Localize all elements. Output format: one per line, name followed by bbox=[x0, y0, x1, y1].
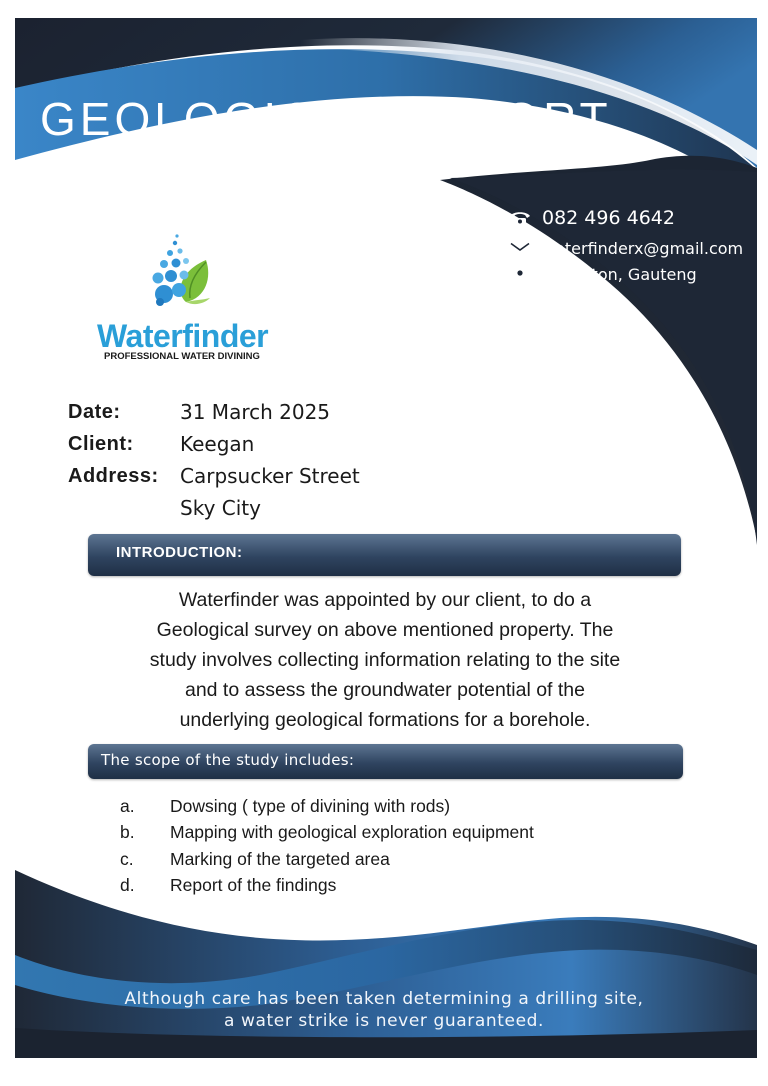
intro-line: study involves collecting information relating to the site bbox=[149, 649, 621, 671]
address-line-1: Carpsucker Street bbox=[180, 464, 360, 488]
page-title: GEOLOGICAL REPORT bbox=[40, 93, 612, 145]
scope-list bbox=[120, 793, 534, 899]
list-item-text: Report of the findings bbox=[170, 875, 337, 896]
address-line-2: Sky City bbox=[180, 496, 261, 520]
date-value: 31 March 2025 bbox=[180, 400, 331, 424]
list-item-letter: b. bbox=[120, 822, 135, 843]
client-value: Keegan bbox=[180, 432, 255, 456]
intro-line: Waterfinder was appointed by our client, to do a bbox=[178, 589, 592, 611]
intro-line: Geological survey on above mentioned property. The bbox=[156, 619, 614, 641]
address-row bbox=[68, 460, 360, 492]
list-item bbox=[120, 846, 534, 873]
contact-location bbox=[508, 265, 697, 284]
contact-email bbox=[508, 239, 743, 258]
email-address[interactable]: waterfinderx@gmail.com bbox=[542, 239, 744, 258]
address-row-2 bbox=[68, 492, 360, 524]
intro-line: underlying geological formations for a borehole. bbox=[179, 709, 591, 731]
date-row bbox=[68, 396, 360, 428]
report-details bbox=[68, 396, 360, 524]
list-item-letter: d. bbox=[120, 875, 135, 896]
list-item bbox=[120, 873, 534, 900]
waterfinder-logo-icon bbox=[146, 232, 216, 312]
date-label: Date: bbox=[68, 401, 121, 423]
intro-line: and to assess the groundwater potential of the bbox=[184, 679, 586, 701]
map-pin-icon bbox=[508, 266, 532, 284]
address-label: Address: bbox=[68, 465, 159, 487]
envelope-icon bbox=[508, 240, 532, 258]
phone-icon bbox=[508, 209, 532, 227]
introduction-heading: INTRODUCTION: bbox=[116, 544, 243, 561]
disclaimer-line-1: Although care has been taken determining a drilling site, bbox=[124, 989, 644, 1009]
location-text: Meyerton, Gauteng bbox=[542, 265, 697, 284]
disclaimer-line-2: a water strike is never guaranteed. bbox=[223, 1011, 545, 1031]
phone-number[interactable]: 082 496 4642 bbox=[542, 207, 675, 229]
list-item-letter: c. bbox=[120, 848, 134, 869]
logo-tagline: PROFESSIONAL WATER DIVINING bbox=[104, 351, 260, 362]
list-item-text: Mapping with geological exploration equipment bbox=[170, 822, 534, 843]
list-item-text: Marking of the targeted area bbox=[170, 848, 390, 869]
list-item bbox=[120, 793, 534, 820]
list-item-text: Dowsing ( type of divining with rods) bbox=[170, 795, 451, 816]
scope-heading-bar bbox=[88, 744, 683, 779]
disclaimer bbox=[30, 988, 738, 1032]
contact-phone bbox=[508, 207, 675, 229]
client-label: Client: bbox=[68, 433, 134, 455]
introduction-paragraph bbox=[70, 585, 700, 735]
client-row bbox=[68, 428, 360, 460]
list-item bbox=[120, 820, 534, 847]
list-item-letter: a. bbox=[120, 795, 135, 816]
introduction-heading-bar bbox=[88, 534, 681, 576]
logo-wordmark: Waterfinder bbox=[97, 318, 269, 354]
scope-heading: The scope of the study includes: bbox=[101, 751, 355, 769]
